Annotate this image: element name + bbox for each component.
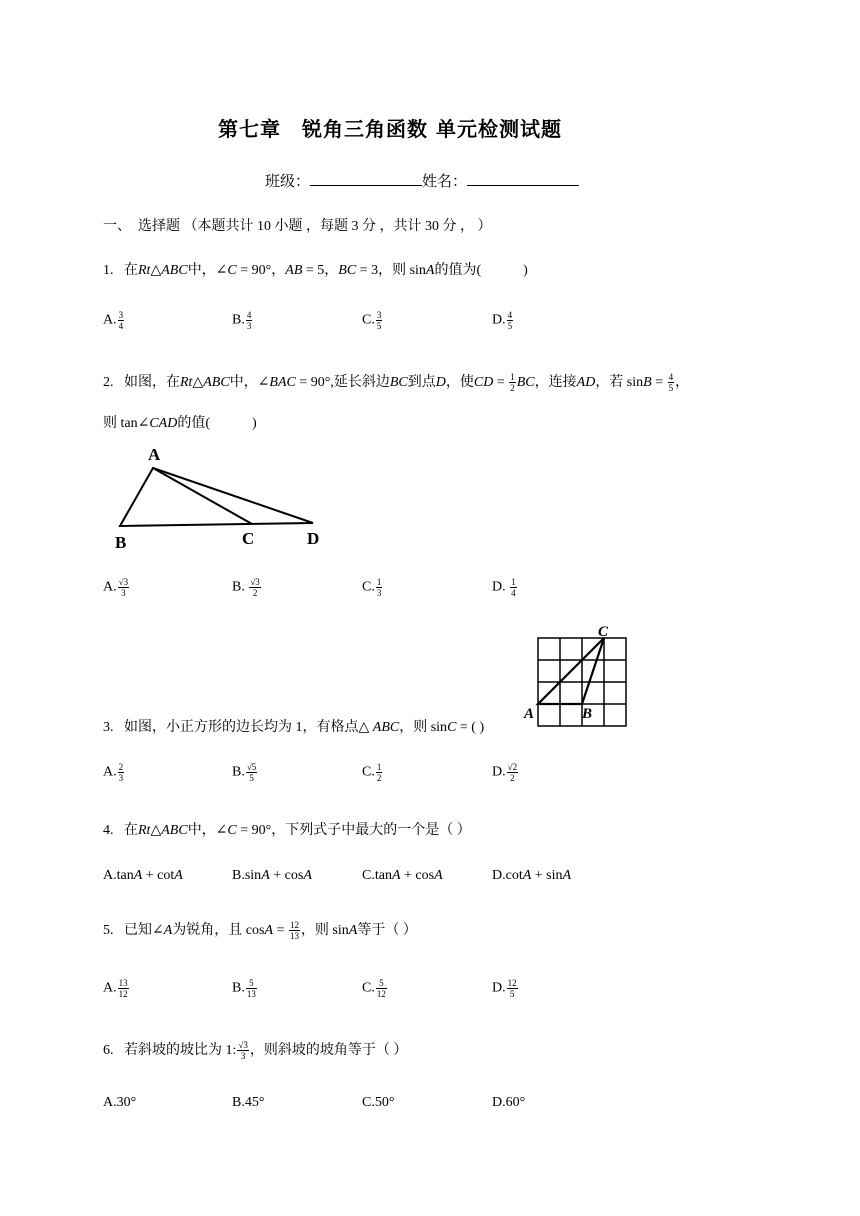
fraction [246, 978, 257, 999]
option-pre: C.tan [362, 868, 392, 883]
triangle-abc [538, 638, 604, 704]
label-b: B [115, 533, 127, 552]
denominator: 5 [509, 989, 515, 999]
q5-text-d: 等于（ ） [357, 923, 417, 938]
q2-line2-tail: 的值( ) [177, 416, 257, 431]
denominator: 4 [511, 588, 516, 598]
q3-grid-figure [522, 622, 630, 728]
numerator: √3 [238, 1040, 248, 1051]
q1-option-b[interactable] [232, 310, 253, 331]
q5-text-c: ，则 sin [300, 923, 349, 938]
fraction [246, 310, 253, 331]
fraction [118, 310, 125, 331]
label-a: A [524, 706, 535, 722]
option-label: C. [362, 980, 375, 996]
q2-text-e: ，使 [445, 375, 474, 390]
q5-a3: A [348, 923, 358, 938]
q3-text-c: = ( ) [456, 720, 485, 735]
label-c: C [242, 529, 255, 548]
q3-text-b: ，则 sin [399, 720, 448, 735]
fraction [376, 762, 383, 783]
q4-option-c[interactable] [362, 868, 443, 884]
option-pre: B.sin [232, 868, 262, 883]
q3-option-a[interactable] [103, 762, 125, 783]
option-var: A [522, 868, 532, 883]
denominator: 5 [249, 773, 254, 783]
q1-text: 在 [124, 263, 138, 278]
q4-rt: Rt [138, 823, 151, 838]
q2-bac: BAC [269, 375, 296, 390]
option-label: A. [103, 764, 117, 780]
q4-option-b[interactable] [232, 868, 312, 884]
option-label: A. [103, 312, 117, 328]
q2-cad: CAD [149, 416, 178, 431]
q1-tri: △ [150, 263, 162, 278]
option-label: A. [103, 579, 117, 595]
q1-a: A [425, 263, 435, 278]
q2-tri: △ [192, 375, 204, 390]
q6-option-b[interactable]: B.45° [232, 1095, 265, 1110]
denominator: 2 [510, 383, 515, 394]
label-a: A [148, 445, 161, 464]
numerator: √3 [250, 577, 260, 587]
q5-eq: = [273, 923, 288, 938]
denominator: 3 [118, 773, 124, 783]
q2-rt: Rt [180, 375, 193, 390]
q2-triangle-figure [110, 440, 335, 555]
q2-text-c: = 90°,延长斜边 [295, 375, 390, 390]
q3-c: C [447, 720, 457, 735]
q2-text-b: 中，∠ [229, 375, 270, 390]
fraction [118, 762, 125, 783]
q4-option-a[interactable] [103, 868, 183, 884]
numerator: 4 [668, 372, 674, 383]
numerator: √3 [118, 577, 129, 587]
option-pre: A.tan [103, 868, 134, 883]
denominator: 5 [668, 383, 674, 394]
denominator: 12 [118, 989, 128, 999]
fraction [376, 577, 383, 598]
label-d: D [307, 529, 320, 548]
q2-abc: ABC [203, 375, 230, 390]
q2-text-g: ，若 sin [595, 375, 644, 390]
denominator: 3 [246, 321, 252, 331]
q1-text-b: 中，∠ [187, 263, 228, 278]
denominator: 5 [376, 321, 382, 331]
q5-text: 已知∠ [124, 923, 164, 938]
option-mid: + cos [400, 868, 435, 883]
numerator: 5 [246, 978, 257, 989]
question-number: 1. [103, 263, 114, 278]
q2-d: D [435, 375, 446, 390]
fraction [376, 978, 387, 999]
q3-option-c[interactable] [362, 762, 383, 783]
denominator: 2 [376, 773, 382, 783]
q2-text: 如图，在 [124, 375, 180, 390]
q2-ad: AD [576, 375, 596, 390]
question-number: 6. [103, 1043, 114, 1058]
student-info [265, 170, 579, 191]
q2-eq: = [493, 375, 509, 390]
q2-option-a[interactable] [103, 577, 130, 598]
q1-tail: 的值为( ) [434, 263, 528, 278]
question-number: 3. [103, 720, 114, 735]
class-label: 班级： [265, 174, 311, 190]
q1-eq90: = 90°， [236, 263, 286, 278]
denominator: 5 [507, 321, 513, 331]
q2-bc: BC [389, 375, 408, 390]
fraction [507, 762, 518, 783]
numerator: 1 [510, 372, 515, 383]
denominator: 12 [376, 989, 386, 999]
numerator: 3 [376, 310, 382, 320]
q5-option-a[interactable] [103, 978, 130, 999]
q6-text: 若斜坡的坡比为 1: [124, 1043, 237, 1058]
q4-text-b: 中，∠ [187, 823, 228, 838]
denominator: 2 [252, 588, 258, 598]
option-var: A [174, 868, 183, 883]
q4-text: 在 [124, 823, 138, 838]
q5-text-b: 为锐角，且 cos [172, 923, 265, 938]
option-mid: + cos [269, 868, 304, 883]
option-label: B. [232, 312, 245, 328]
option-label: D. [492, 579, 510, 595]
q1-option-a[interactable] [103, 310, 125, 331]
option-mid: + cot [142, 868, 175, 883]
numerator: 4 [246, 310, 252, 320]
numerator: √5 [246, 762, 257, 772]
option-var: A [562, 868, 572, 883]
q2-option-d[interactable] [492, 577, 518, 598]
numerator: 13 [118, 978, 128, 988]
option-label: B. [232, 764, 245, 780]
fraction [237, 1040, 248, 1061]
numerator: 1 [376, 577, 382, 587]
q3-option-b[interactable] [232, 762, 258, 783]
fraction [507, 310, 514, 331]
q2-comma: ， [675, 375, 690, 390]
q5-option-d[interactable] [492, 978, 519, 999]
name-blank [467, 171, 579, 186]
q1-bc: BC [338, 263, 357, 278]
q5-option-c[interactable] [362, 978, 388, 999]
question-1 [103, 259, 528, 279]
option-label: D. [492, 980, 506, 996]
numerator: 2 [118, 762, 124, 772]
option-mid: + sin [531, 868, 563, 883]
fraction [289, 920, 300, 941]
denominator: 2 [510, 773, 515, 783]
option-var: A [303, 868, 312, 883]
question-3 [103, 716, 484, 736]
question-2 [103, 371, 689, 393]
numerator: √2 [507, 762, 518, 772]
q2-option-c[interactable] [362, 577, 383, 598]
q5-a: A [163, 923, 173, 938]
q3-text: 如图，小正方形的边长均为 1，有格点△ [124, 720, 373, 735]
q4-abc: ABC [161, 823, 188, 838]
fraction [507, 978, 518, 999]
option-label: B. [232, 980, 245, 996]
class-blank [310, 171, 422, 186]
q1-eq3: = 3，则 sin [356, 263, 426, 278]
numerator: 1 [511, 577, 516, 587]
q1-option-d[interactable] [492, 310, 514, 331]
q1-abc: ABC [161, 263, 188, 278]
question-5 [103, 919, 417, 941]
option-label: D. [492, 764, 506, 780]
q2-text-f: ，连接 [534, 375, 577, 390]
q1-rt: Rt [138, 263, 151, 278]
denominator: 4 [118, 321, 124, 331]
fraction [249, 577, 260, 598]
q4-text-c: = 90°，下列式子中最大的一个是（ ） [236, 823, 471, 838]
q2-b: B [643, 375, 652, 390]
q6-text-b: ，则斜坡的坡角等于（ ） [249, 1043, 408, 1058]
option-label: C. [362, 764, 375, 780]
option-var: A [391, 868, 401, 883]
question-2-line-2 [103, 412, 257, 432]
question-6 [103, 1039, 407, 1061]
label-b: B [582, 706, 593, 722]
q4-c: C [227, 823, 237, 838]
question-number: 5. [103, 923, 114, 938]
option-var: A [434, 868, 443, 883]
q2-option-b[interactable] [232, 577, 262, 598]
option-var: A [133, 868, 143, 883]
fraction [668, 372, 675, 393]
name-label: 姓名： [422, 174, 468, 190]
question-number: 2. [103, 375, 114, 390]
q3-option-d[interactable] [492, 762, 519, 783]
q2-text-d: 到点 [407, 375, 436, 390]
option-label: C. [362, 312, 375, 328]
option-label: B. [232, 579, 249, 595]
q2-eq2: = [651, 375, 667, 390]
q1-eq5: = 5， [302, 263, 339, 278]
q4-tri: △ [150, 823, 162, 838]
numerator: 1 [376, 762, 382, 772]
denominator: 13 [246, 989, 256, 999]
section-heading: 一、 选择题 （本题共计 10 小题 ，每题 3 分 ，共计 30 分 ， ） [103, 219, 492, 234]
denominator: 13 [289, 931, 299, 942]
denominator: 3 [376, 588, 382, 598]
option-var: A [261, 868, 270, 883]
option-label: D. [492, 312, 506, 328]
q1-c: C [227, 263, 237, 278]
q5-a2: A [264, 923, 274, 938]
q2-bc2: BC [516, 375, 535, 390]
fraction [376, 310, 383, 331]
fraction [510, 577, 517, 598]
option-label: A. [103, 980, 117, 996]
q2-line2-text: 则 tan∠ [103, 416, 150, 431]
triangle-abd [120, 468, 313, 526]
q1-ab: AB [285, 263, 303, 278]
numerator: 3 [118, 310, 124, 320]
numerator: 4 [507, 310, 513, 320]
fraction [118, 577, 129, 598]
q6-option-d[interactable]: D.60° [492, 1095, 526, 1110]
q5-option-b[interactable] [232, 978, 258, 999]
numerator: 12 [507, 978, 517, 988]
q3-abc: ABC [372, 720, 400, 735]
denominator: 3 [121, 588, 126, 598]
fraction [246, 762, 257, 783]
denominator: 3 [240, 1051, 246, 1062]
question-number: 4. [103, 823, 114, 838]
q2-cd: CD [473, 375, 494, 390]
fraction [118, 978, 129, 999]
option-label: C. [362, 579, 375, 595]
numerator: 5 [376, 978, 387, 989]
label-c: C [598, 624, 609, 640]
option-pre: D.cot [492, 868, 523, 883]
numerator: 12 [289, 920, 299, 931]
q4-option-d[interactable] [492, 868, 571, 884]
fraction [509, 372, 516, 393]
q6-option-c[interactable]: C.50° [362, 1095, 395, 1110]
q6-option-a[interactable]: A.30° [103, 1095, 137, 1110]
page-title: 第七章 锐角三角函数 单元检测试题 [218, 117, 562, 141]
q1-option-c[interactable] [362, 310, 383, 331]
question-4 [103, 819, 471, 839]
